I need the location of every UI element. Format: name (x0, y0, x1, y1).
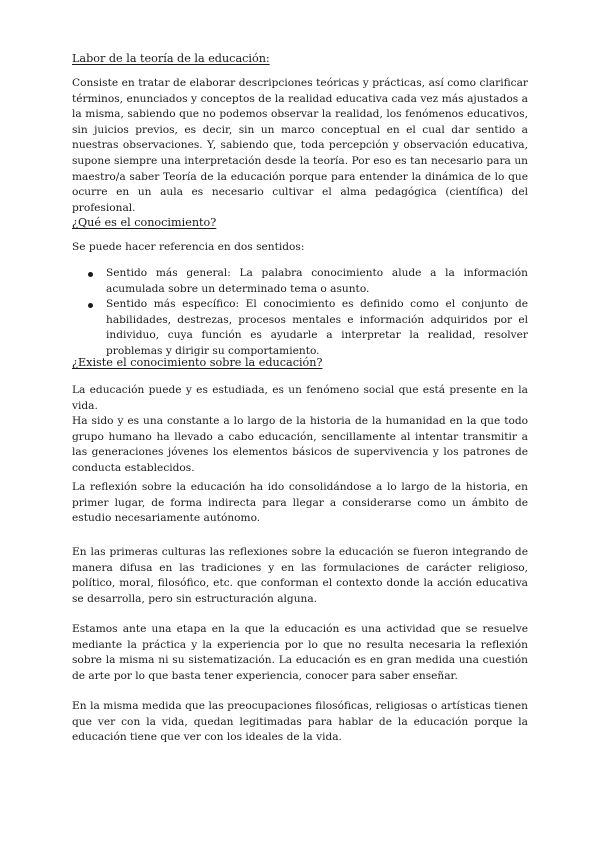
list-item (88, 297, 528, 359)
paragraph: Estamos ante una etapa en la que la educación es una actividad que se resuelve mediante la práctica y la experiencia por lo que no resulta necesaria la reflexión sobre la misma ni su sistematización. La educación es en gran medida una cuestión de arte por lo que basta tener experiencia, conocer para saber enseñar. (72, 623, 528, 682)
section-heading-labor: Labor de la teoría de la educación: (72, 52, 270, 65)
section-heading-existe: ¿Existe el conocimiento sobre la educación? (72, 356, 323, 369)
bullet-icon (88, 303, 93, 308)
list-item (88, 266, 528, 297)
list-item-text: Sentido más general: La palabra conocimiento alude a la información acumulada sobre un determinado tema o asunto. (106, 267, 528, 295)
section-heading-conocimiento: ¿Qué es el conocimiento? (72, 216, 217, 229)
paragraph: La educación puede y es estudiada, es un fenómeno social que está presente en la vida. (72, 384, 528, 412)
bullet-list-sentidos (88, 266, 528, 360)
paragraph: En las primeras culturas las reflexiones sobre la educación se fueron integrando de manera difusa en las tradiciones y en las formulaciones de carácter religioso, político, moral, filosófico, etc. que conforman el contexto donde la acción educativa se desarrolla, pero sin estructuración alguna. (72, 546, 528, 605)
paragraph-intro-sentidos: Se puede hacer referencia en dos sentidos: (72, 241, 305, 253)
paragraph: Ha sido y es una constante a lo largo de la historia de la humanidad en la que todo grupo humano ha llevado a cabo educación, sencillamente al intentar transmitir a las generaciones jóvenes los elementos básicos de supervivencia y los patrones de conducta establecidos. (72, 415, 528, 474)
paragraph-labor: Consiste en tratar de elaborar descripciones teóricas y prácticas, así como clarificar términos, enunciados y conceptos de la realidad educativa cada vez más ajustados a la misma, sabiendo que no podemos observar la realidad, los fenómenos educativos, sin juicios previos, es decir, sin un marco conceptual en el cual dar sentido a nuestras observaciones. Y, sabiendo que, toda percepción y observación educativa, supone siempre una interpretación desde la teoría. Por eso es tan necesario para un maestro/a saber Teoría de la educación porque para entender la dinámica de lo que ocurre en un aula es necesario cultivar el alma pedagógica (científica) del profesional. (72, 77, 528, 214)
list-item-text: Sentido más específico: El conocimiento es definido como el conjunto de habilidades, destrezas, procesos mentales e información adquiridos por el individuo, cuya función es ayudarle a interpretar la realidad, resolver problemas y dirigir su comportamiento. (106, 298, 528, 357)
bullet-icon (88, 272, 93, 277)
paragraph: La reflexión sobre la educación ha ido consolidándose a lo largo de la historia, en primer lugar, de forma indirecta para llegar a considerarse como un ámbito de estudio necesariamente autónomo. (72, 481, 528, 525)
paragraph: En la misma medida que las preocupaciones filosóficas, religiosas o artísticas tienen que ver con la vida, quedan legitimadas para hablar de la educación porque la educación tiene que ver con los ideales de la vida. (72, 700, 528, 744)
